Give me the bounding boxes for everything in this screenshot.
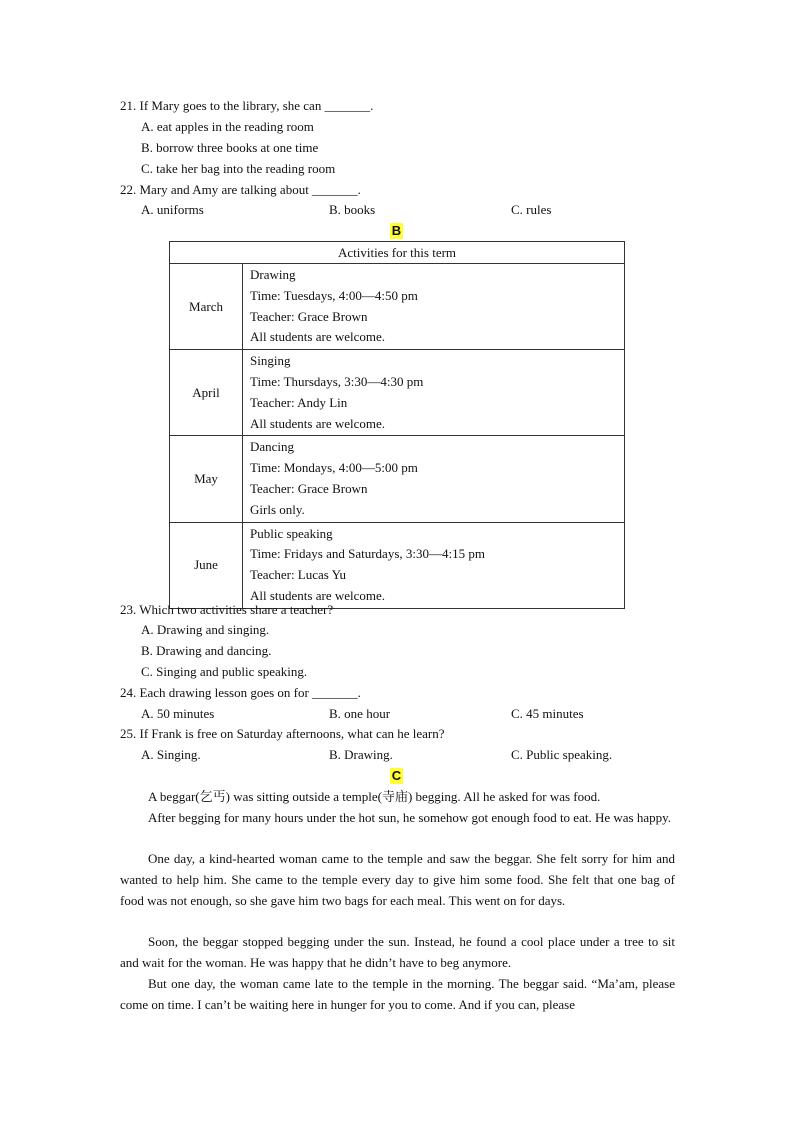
activity-note: All students are welcome. xyxy=(250,587,386,603)
passage-paragraph: A beggar(乞丐) was sitting outside a temple(寺庙) begging. All he asked for was food. xyxy=(148,789,601,804)
table-month-cell: March xyxy=(170,264,243,350)
table-detail-cell xyxy=(243,350,625,436)
table-title: Activities for this term xyxy=(170,242,625,264)
activity-name: Singing xyxy=(250,353,291,369)
question-21-option-c: C. take her bag into the reading room xyxy=(141,161,336,176)
question-23-option-a: A. Drawing and singing. xyxy=(141,622,270,637)
question-23-stem: 23. Which two activities share a teacher? xyxy=(120,602,334,617)
activity-note: All students are welcome. xyxy=(250,415,386,431)
question-24-option-a: A. 50 minutes xyxy=(141,706,215,721)
passage-paragraph: After begging for many hours under the hot sun, he somehow got enough food to eat. He was happy. xyxy=(148,810,672,825)
activity-name: Drawing xyxy=(250,267,296,282)
table-detail-cell xyxy=(243,436,625,522)
question-24-stem: 24. Each drawing lesson goes on for _______. xyxy=(120,685,361,700)
passage-paragraph: But one day, the woman came late to the temple in the morning. The beggar said. “Ma’am, please come on time. I can’t be waiting here in hunger for you to come. And if you can, please xyxy=(120,976,675,1012)
passage-paragraph: Soon, the beggar stopped begging under the sun. Instead, he found a cool place under a tree to sit and wait for the woman. He was happy that he didn’t have to beg anymore. xyxy=(120,934,675,970)
section-b-label: B xyxy=(391,223,402,238)
question-22-option-c: C. rules xyxy=(511,202,552,217)
activity-time: Time: Thursdays, 3:30—4:30 pm xyxy=(250,373,424,389)
table-detail-cell xyxy=(243,522,625,608)
table-row xyxy=(170,264,625,350)
activity-teacher: Teacher: Lucas Yu xyxy=(250,567,347,583)
table-detail-cell xyxy=(243,264,625,350)
table-month-cell: April xyxy=(170,350,243,436)
question-21-stem: 21. If Mary goes to the library, she can _______. xyxy=(120,98,374,113)
question-21-option-b: B. borrow three books at one time xyxy=(141,140,319,155)
table-month-cell: June xyxy=(170,522,243,608)
question-24-option-b: B. one hour xyxy=(329,706,391,721)
activities-table xyxy=(169,241,625,609)
question-25-option-c: C. Public speaking. xyxy=(511,747,613,762)
activity-time: Time: Tuesdays, 4:00—4:50 pm xyxy=(250,287,418,303)
table-row xyxy=(170,350,625,436)
activity-teacher: Teacher: Grace Brown xyxy=(250,480,368,496)
passage-paragraph: One day, a kind-hearted woman came to the temple and saw the beggar. She felt sorry for him and wanted to help him. She came to the temple every day to give him some food. She felt that one bag of food was not enough, so she gave him two bags for each meal. This went on for days. xyxy=(120,851,675,908)
activity-teacher: Teacher: Grace Brown xyxy=(250,308,368,324)
question-21-option-a: A. eat apples in the reading room xyxy=(141,119,314,134)
activity-time: Time: Mondays, 4:00—5:00 pm xyxy=(250,460,418,476)
question-22-stem: 22. Mary and Amy are talking about _______. xyxy=(120,182,361,197)
question-25-option-b: B. Drawing. xyxy=(329,747,393,762)
table-row xyxy=(170,522,625,608)
section-c-label: C xyxy=(391,768,402,783)
question-22-option-b: B. books xyxy=(329,202,376,217)
question-24-option-c: C. 45 minutes xyxy=(511,706,584,721)
question-22-option-a: A. uniforms xyxy=(141,202,204,217)
activity-name: Public speaking xyxy=(250,525,333,541)
activity-note: All students are welcome. xyxy=(250,329,386,345)
activity-teacher: Teacher: Andy Lin xyxy=(250,394,348,410)
activity-name: Dancing xyxy=(250,439,295,455)
table-header-row xyxy=(170,242,625,264)
activity-time: Time: Fridays and Saturdays, 3:30—4:15 pm xyxy=(250,546,485,562)
table-month-cell: May xyxy=(170,436,243,522)
question-25-stem: 25. If Frank is free on Saturday afternoons, what can he learn? xyxy=(120,726,445,741)
question-23-option-b: B. Drawing and dancing. xyxy=(141,643,272,658)
question-23-option-c: C. Singing and public speaking. xyxy=(141,664,308,679)
question-25-option-a: A. Singing. xyxy=(141,747,201,762)
table-row xyxy=(170,436,625,522)
activity-note: Girls only. xyxy=(250,501,305,517)
